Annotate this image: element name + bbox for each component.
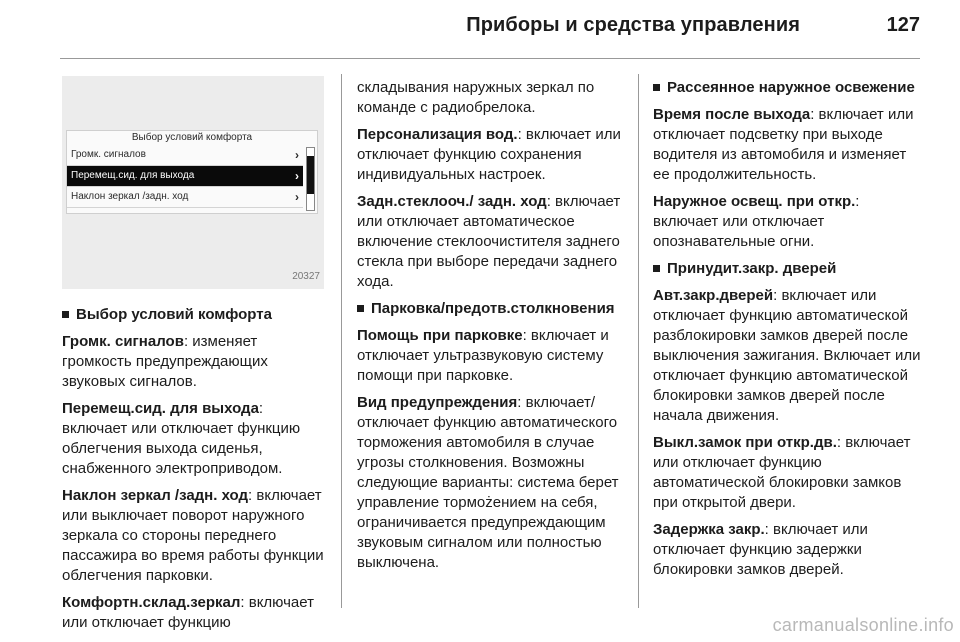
watermark: carmanualsonline.info: [772, 615, 954, 635]
screen-scrollbar-thumb: [307, 156, 314, 194]
column-2: [357, 78, 624, 580]
section-heading: Выбор условий комфорта: [62, 305, 324, 325]
item-term: Комфортн.склад.зеркал: [62, 594, 241, 611]
item-term: Авт.закр.дверей: [653, 287, 774, 304]
chevron-right-icon: ›: [295, 148, 299, 162]
item-term: Наклон зеркал /задн. ход: [62, 487, 249, 504]
item-text: : включает или выключает поворот наружного зеркала со стороны переднего пассажира во время работы функции облегчения парковки.: [62, 487, 324, 584]
display-screen: [66, 130, 318, 214]
screen-menu-row: [67, 145, 303, 166]
item-term: Перемещ.сид. для выхода: [62, 400, 259, 417]
item-text: : включает или отключает функцию задержки блокировки замков дверей.: [653, 521, 868, 578]
column-divider: [341, 74, 342, 608]
item-paragraph: [653, 105, 923, 185]
item-paragraph: [653, 286, 923, 426]
item-text: : включает и отключает ультразвуковую систему помощи при парковке.: [357, 327, 609, 384]
chevron-right-icon: ›: [295, 169, 299, 183]
screen-menu-row-label: Наклон зеркал /задн. ход: [71, 191, 189, 202]
item-paragraph: [62, 593, 324, 633]
comfort-settings-figure: [62, 76, 324, 289]
item-term: Выкл.замок при откр.дв.: [653, 434, 837, 451]
item-term: Помощь при парковке: [357, 327, 523, 344]
section-heading: Рассеянное наружное освежение: [653, 78, 923, 98]
item-paragraph: [62, 332, 324, 392]
item-text: : включает или отключает функцию сохранения индивидуальных настроек.: [357, 126, 621, 183]
figure-number: 20327: [292, 271, 320, 282]
item-term: Наружное освещ. при откр.: [653, 193, 856, 210]
item-text: : включает или отключает функцию облегчения выхода сиденья, снабженного электроприводом.: [62, 400, 301, 477]
column-3: [653, 78, 923, 587]
item-term: Громк. сигналов: [62, 333, 184, 350]
page-header-title: Приборы и средства управления: [466, 14, 800, 36]
screen-menu-row-selected: [67, 166, 303, 187]
item-paragraph: [653, 433, 923, 513]
continued-paragraph: складывания наружных зеркал по команде с радиобрелока.: [357, 79, 595, 116]
item-term: Персонализация вод.: [357, 126, 518, 143]
item-paragraph: [357, 326, 624, 386]
column-divider: [638, 74, 639, 608]
screen-scrollbar: [306, 147, 315, 211]
chevron-right-icon: ›: [295, 190, 299, 204]
item-text: : включает или отключает функцию: [62, 594, 314, 631]
item-text: : включает или отключает опознавательные огни.: [653, 193, 860, 250]
screen-menu-row-label: Перемещ.сид. для выхода: [71, 170, 195, 181]
section-heading: Принудит.закр. дверей: [653, 259, 923, 279]
section-heading: Парковка/предотв.столкновения: [357, 299, 624, 319]
item-text: : включает или отключает автоматическое включение стеклоочистителя заднего стекла при выборе передачи заднего хода.: [357, 193, 621, 290]
item-paragraph: [62, 486, 324, 586]
item-term: Время после выхода: [653, 106, 811, 123]
item-paragraph: [357, 192, 624, 292]
item-text: : включает или отключает функцию автоматической разблокировки замков дверей после выключения зажигания. Включает или отключает функцию автоматической блокировки замков дверей после начала движения.: [653, 287, 921, 424]
item-text: : включает или отключает подсветку при выходе водителя из автомобиля и изменяет ее продолжительность.: [653, 106, 914, 183]
item-paragraph: [357, 125, 624, 185]
screen-title: Выбор условий комфорта: [131, 132, 253, 143]
screen-menu-row: [67, 187, 303, 208]
item-term: Задержка закр.: [653, 521, 765, 538]
item-text: : включает или отключает функцию автоматической блокировки замков при открытой двери.: [653, 434, 911, 511]
item-paragraph: [357, 393, 624, 573]
screen-menu-row-label: Громк. сигналов: [71, 149, 146, 160]
page-number: 127: [886, 14, 920, 36]
item-term: Задн.стеклооч./ задн. ход: [357, 193, 547, 210]
item-paragraph: [653, 192, 923, 252]
column-1: [62, 76, 324, 640]
item-text: : включает/отключает функцию автоматического торможения автомобиля в случае угрозы столкновения. Возможны следующие варианты: система берет управление тормożением на себя, ограничивается предупреждающим звуковым сигналом или полностью выключена.: [357, 394, 619, 571]
item-text: : изменяет громкость предупреждающих звуковых сигналов.: [62, 333, 268, 390]
item-term: Вид предупреждения: [357, 394, 518, 411]
item-paragraph: [653, 520, 923, 580]
header-rule: [60, 58, 920, 59]
item-paragraph: [62, 399, 324, 479]
